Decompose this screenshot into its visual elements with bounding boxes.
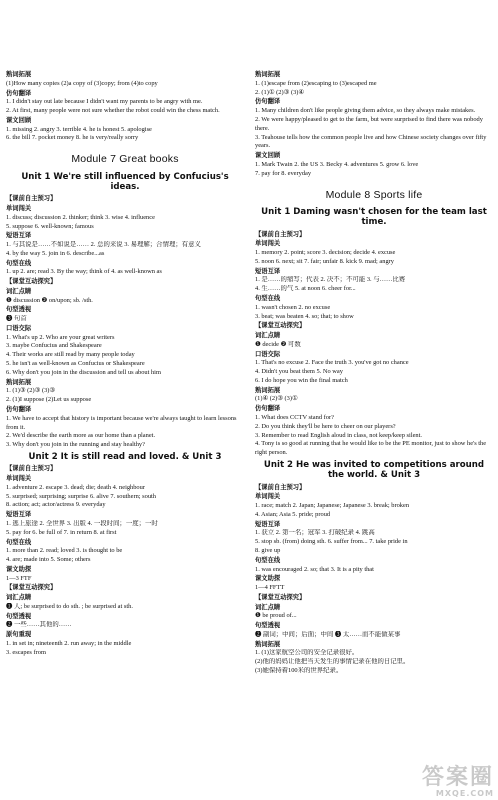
section-heading: 熟词拓展	[255, 640, 281, 648]
answer-line: 1. 是……的缩写；代表 2. 决不；不可能 3. 与……比赛	[255, 276, 406, 284]
answer-line: (2)他的妈妈让他把当天发生的事情记录在他的日记里。	[255, 658, 410, 666]
answer-line: 3. beat; was beaten 4. so; that; to show	[255, 312, 354, 320]
answer-line: 4. Asian; Asia 5. pride; proud	[255, 510, 331, 518]
answer-line: 5. noon 6. next; sit 7. fair; unfair 8. kick 9. mad; angry	[255, 257, 394, 265]
answer-line: 6. the bill 7. pocket money 8. he is very/really sorry	[6, 134, 139, 142]
section-heading: 课文回顾	[6, 116, 32, 124]
answer-line: 1. missing 2. angry 3. terrible 4. he is honest 5. apologise	[6, 125, 152, 133]
section-tag: 【课堂互动探究】	[255, 322, 306, 330]
answer-line: 1. 逃上旅途 2. 全世界 3. 出版 4. 一段时间；一度；一时	[6, 519, 158, 527]
watermark	[422, 767, 494, 798]
answer-line: 4. by the way 5. join in 6. describe...as	[6, 249, 105, 257]
section-heading: 句型透视	[6, 306, 32, 314]
section-heading: 熟词拓展	[255, 71, 281, 78]
unit-title: Unit 1 We're still influenced by Confucius's ideas.	[21, 171, 229, 192]
answer-line: 4. 生……的气 5. at noon 6. cheer for...	[255, 285, 356, 293]
watermark-logo: 答案圈	[421, 765, 494, 790]
answer-line: 1. up 2. are; read 3. By the way; think of 4. as well-known as	[6, 268, 162, 276]
section-heading: 仿句翻译	[255, 98, 281, 106]
section-heading: 熟词拓展	[255, 386, 281, 394]
answer-line: ❸ 句首	[6, 315, 27, 323]
section-heading: 熟词拓展	[6, 71, 32, 78]
answer-line: 1. Many children don't like people giving them advice, so they always make mistakes.	[255, 107, 476, 115]
unit-title: Unit 2 He was invited to competitions around the world. & Unit 3	[263, 460, 485, 481]
answer-line: 1. 与其说是……不如说是…… 2. 总的来说 3. 易理解；合情理；有意义	[6, 241, 201, 249]
section-heading: 口语交际	[6, 324, 32, 332]
section-heading: 仿句翻译	[6, 89, 32, 97]
answer-line: 1. (1)③ (2)③ (3)③	[6, 387, 56, 395]
section-heading: 句型在线	[6, 259, 32, 267]
section-heading: 单词闯关	[255, 493, 281, 501]
answer-line: 1. adventure 2. escape 3. dead; die; death 4. neighbour	[6, 483, 145, 491]
answer-line: 3. Why don't you join in the running and stay healthy?	[6, 441, 145, 449]
module-title: Module 8 Sports life	[325, 188, 423, 201]
section-heading: 词汇点睛	[255, 332, 281, 340]
answer-line: 1. race; match 2. Japan; Japanese; Japanese 3. break; broken	[255, 502, 410, 510]
answer-line: 1. was encouraged 2. so; that 3. It is a pity that	[255, 565, 374, 573]
module-title: Module 7 Great books	[71, 153, 179, 166]
answer-line: ❶ 人; be surprised to do sth. ; be surprised at sth.	[6, 602, 133, 610]
answer-line: 3. Teahouse tells how the common people live and how Chinese society changes over fifty years.	[255, 133, 487, 150]
answer-line: 1. I didn't stay out late because I didn't want my parents to be angry with me.	[6, 98, 203, 106]
section-tag: 【课前自主预习】	[255, 483, 306, 491]
answer-line: ❶ be proud of...	[255, 612, 297, 620]
answer-line: 4. Tony is so good at running that he would like to be the PE monitor, just to show he's the right person.	[255, 440, 487, 457]
unit-title: Unit 2 It is still read and loved. & Unit 3	[28, 452, 222, 463]
watermark-url: MXQE.COM	[435, 789, 494, 798]
answer-line: 2. At first, many people were not sure whether the robot could win the chess match.	[6, 107, 220, 115]
section-heading: 短语互译	[6, 232, 32, 240]
answer-line: 1. memory 2. point; score 3. decision; decide 4. excuse	[255, 249, 396, 256]
answer-line: (1)④ (2)③ (3)①	[255, 395, 298, 403]
answer-line: 1—4 FFTT	[255, 584, 285, 592]
section-heading: 熟词拓展	[6, 378, 32, 386]
answer-line: ❶ decide ❷ 可数	[255, 340, 301, 348]
section-tag: 【课堂互动探究】	[6, 278, 57, 286]
answer-line: 6. I do hope you win the final match	[255, 376, 348, 384]
section-heading: 句型透视	[6, 612, 32, 620]
left-column	[6, 70, 244, 658]
answer-line: 3. escapes from	[6, 648, 46, 656]
answer-line: 1. more than 2. read; loved 3. is thought to be	[6, 547, 123, 555]
section-heading: 句型透视	[255, 622, 281, 630]
answer-line: 1—3 FTF	[6, 574, 32, 582]
answer-line: 8. give up	[255, 547, 281, 555]
answer-line: ❷ 副词；中间；后面；中间 ❸ 太……而不能做某事	[255, 630, 401, 638]
section-tag: 【课前自主预习】	[255, 230, 306, 238]
answer-line: 2. (1)① (2)③ (3)④	[255, 88, 305, 96]
answer-line: 5. surprised; surprising; surprise 6. alive 7. southern; south	[6, 492, 156, 500]
section-heading: 仿句翻译	[255, 405, 281, 413]
answer-line: 1. That's no excuse 2. Face the truth 3. you've got no chance	[255, 359, 409, 367]
section-heading: 课文助探	[255, 575, 281, 583]
section-heading: 句型在线	[255, 556, 281, 564]
answer-line: 3. maybe Confucius and Shakespeare	[6, 342, 102, 350]
answer-line: 4. are; made into 5. Some; others	[6, 556, 91, 564]
answer-line: (3)她保持着100米的世界纪录。	[255, 666, 343, 674]
answer-line: 2. (1)I suppose (2)Let us suppose	[6, 396, 92, 404]
section-heading: 原句重现	[6, 631, 32, 639]
answer-line: 5. stop sb. (from) doing sth. 6. suffer from... 7. take pride in	[255, 538, 408, 546]
answer-line: 4. Their works are still read by many people today	[6, 351, 135, 359]
section-tag: 【课堂互动探究】	[6, 584, 57, 592]
section-heading: 单词闯关	[255, 240, 281, 248]
answer-line: 2. We were happy/pleased to get to the farm, but were surprised to find there was nobody there.	[255, 115, 483, 132]
answer-line: 1. 获立 2. 第一名；冠军 3. 打破纪录 4. 跳高	[255, 529, 375, 537]
answer-line: 1. Mark Twain 2. the US 3. Becky 4. adventures 5. grow 6. love	[255, 160, 419, 168]
answer-line: 2. Do you think they'll be here to cheer on our players?	[255, 422, 396, 430]
answer-line: (1)How many copies (2)a copy of (3)copy; from (4)to copy	[6, 79, 158, 87]
answer-line: 1. What's up 2. Who are your great writers	[6, 333, 115, 341]
section-heading: 短语互译	[255, 267, 281, 275]
answer-line: ❶ discussion ❷ on/upon; sb. /sth.	[6, 296, 93, 304]
section-heading: 单词闯关	[6, 475, 32, 483]
answer-line: 4. Didn't you beat them 5. No way	[255, 368, 343, 376]
unit-title: Unit 1 Daming wasn't chosen for the team last time.	[261, 207, 487, 228]
right-column	[255, 70, 493, 676]
answer-line: 5. pay for 6. be full of 7. in return 8. at first	[6, 528, 117, 536]
section-heading: 词汇点睛	[6, 287, 32, 295]
answer-line: 3. Remember to read English aloud in class, not keep/keep silent.	[255, 431, 423, 439]
section-heading: 单词闯关	[6, 205, 32, 212]
section-tag: 【课堂互动探究】	[255, 593, 306, 601]
answer-line: 8. action; act; actor/actress 9. everyday	[6, 501, 106, 509]
section-tag: 【课前自主预习】	[6, 195, 57, 203]
answer-line: 7. pay for 8. everyday	[255, 169, 312, 177]
answer-line: 1. (1)这家航空公司的安全记录很好。	[255, 649, 359, 657]
section-heading: 课文回顾	[255, 152, 281, 160]
answer-line: 1. in set in; nineteenth 2. run away; in the middle	[6, 639, 132, 647]
answer-line: 6. Why don't you join in the discussion and tell us about him	[6, 368, 161, 376]
section-heading: 句型在线	[255, 295, 281, 302]
section-heading: 课文助探	[6, 565, 32, 573]
answer-line: 1. (1)escape from (2)escaping to (3)escaped me	[255, 79, 377, 87]
answer-line: 1. What does CCTV stand for?	[255, 413, 334, 421]
section-heading: 口语交际	[255, 350, 281, 358]
answer-line: 1. We have to accept that history is important because we're always taught to learn lessons from it.	[6, 414, 237, 431]
answer-line: 5. he isn't as well-known as Confucius or Shakespeare	[6, 360, 145, 368]
answer-line: 2. We'd describe the earth more as our home than a planet.	[6, 432, 156, 440]
answer-line: 1. discuss; discussion 2. thinker; think 3. wise 4. influence	[6, 213, 155, 221]
answer-line: 5. suppose 6. well-known; famous	[6, 222, 94, 230]
section-heading: 词汇点睛	[6, 594, 32, 602]
section-heading: 短语互译	[6, 511, 32, 519]
section-heading: 词汇点睛	[255, 603, 281, 611]
answer-line: ❷ 一些……其他的……	[6, 621, 72, 629]
section-heading: 短语互译	[255, 520, 281, 528]
answer-line: 1. wasn't chosen 2. no excuse	[255, 303, 331, 311]
section-heading: 句型在线	[6, 538, 32, 546]
section-heading: 仿句翻译	[6, 406, 32, 414]
section-tag: 【课前自主预习】	[6, 465, 57, 473]
